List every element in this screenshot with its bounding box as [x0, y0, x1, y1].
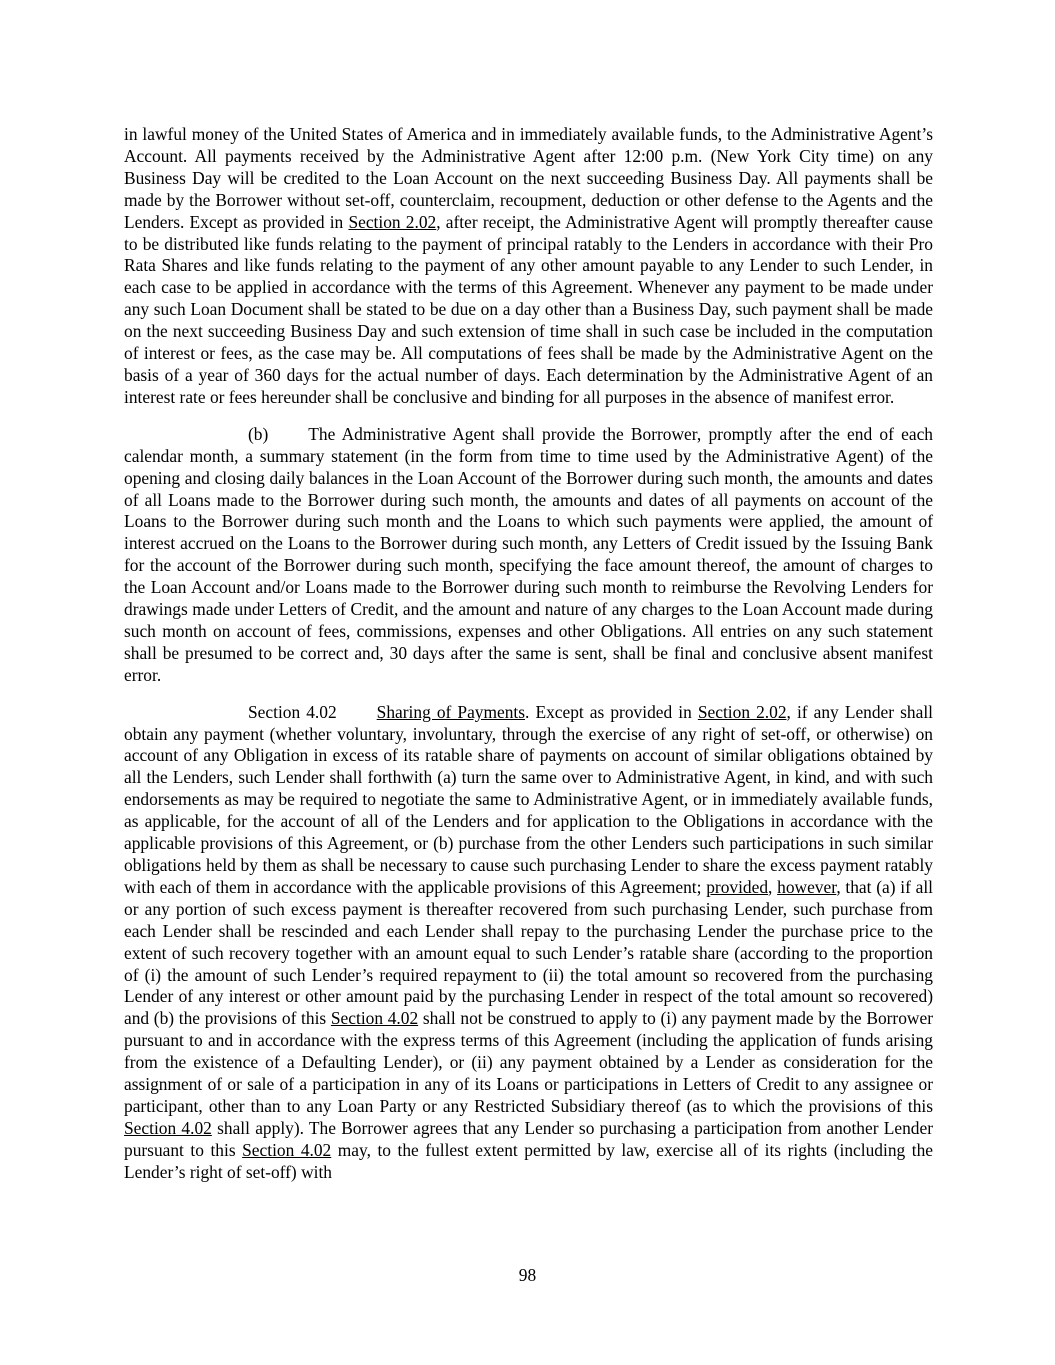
provided-term: provided [706, 876, 769, 897]
paragraph-text: , [768, 876, 778, 897]
section-reference: Section 4.02 [242, 1139, 332, 1160]
paragraph-text: , after receipt, the Administrative Agent will promptly thereafter cause to be distributed like funds relating to the payment of principal ratably to the Lenders in accordance with their Pro Rata Shares and like funds relating to the payment of any other amount payable to any Lender to such Lender, in each case to be applied in accordance with the terms of this Agreement. Whenever any payment to be made under any such Loan Document shall be stated to be due on a day other than a Business Day, such payment shall be made on the next succeeding Business Day and such extension of time shall in such case be included in the computation of interest or fees, as the case may be. All computations of fees shall be made by the Administrative Agent on the basis of a year of 360 days for the actual number of days. Each determination by the Administrative Agent of an interest rate or fees hereunder shall be conclusive and binding for all purposes in the absence of manifest error. [124, 211, 933, 407]
section-reference: Section 2.02 [348, 211, 437, 232]
document-body [124, 124, 933, 1199]
paragraph-text: shall apply). The Borrower agrees that any Lender so purchasing a participation from another Lender pursuant to this [124, 1117, 934, 1160]
paragraph-text: may, to the fullest extent permitted by law, exercise all of its rights (including the Lender’s right of set-off) with [124, 1139, 933, 1182]
however-term: however [777, 876, 837, 897]
paragraph-text: in lawful money of the United States of America and in immediately available funds, to the Administrative Agent’s Account. All payments received by the Administrative Agent after 12:00 p.m. (New York City time) on any Business Day will be credited to the Loan Account on the next succeeding Business Day. All payments shall be made by the Borrower without set-off, counterclaim, recoupment, deduction or other defense to the Agents and the Lenders. Except as provided in [124, 124, 933, 232]
paragraph-text: , if any Lender shall obtain any payment (whether voluntary, involuntary, through the exercise of any right of set-off, or otherwise) on account of any Obligation in excess of its ratable share of payments on account of similar obligations obtained by all the Lenders, such Lender shall forthwith (a) turn the same over to Administrative Agent, in kind, and with such endorsements as may be required to negotiate the same to Administrative Agent, or in immediately available funds, as applicable, for the account of all of the Lenders and for application to the Obligations in accordance with the applicable provisions of this Agreement, or (b) purchase from the other Lenders such participations in such similar obligations held by them as shall be necessary to cause such purchasing Lender to share the excess payment ratably with each of them in accordance with the applicable provisions of this Agreement; [124, 701, 933, 897]
paragraph-text: The Administrative Agent shall provide the Borrower, promptly after the end of each calendar month, a summary statement (in the form from time to time used by the Administrative Agent) of the opening and closing daily balances in the Loan Account of the Borrower during such month, the amounts and dates of all Loans made to the Borrower during such month, the amounts and dates of all payments on account of the Loans to the Borrower during such month and the Loans to which such payments were applied, the amount of interest accrued on the Loans to the Borrower during such month, any Letters of Credit issued by the Issuing Bank for the account of the Borrower during such month, specifying the face amount thereof, the amount of charges to the Loan Account and/or Loans made to the Borrower during such month to reimburse the Revolving Lenders for drawings made under Letters of Credit, and the amount and nature of any charges to the Loan Account made during such month on account of fees, commissions, expenses and other Obligations. All entries on any such statement shall be presumed to be correct and, 30 days after the same is sent, shall be final and conclusive absent manifest error. [124, 423, 933, 685]
section-label: Section 4.02 [248, 701, 337, 722]
section-heading: Sharing of Payments [376, 701, 526, 722]
clause-label: (b) [248, 423, 269, 444]
paragraph-text: . Except as provided in [525, 701, 698, 722]
section-reference: Section 2.02 [697, 701, 787, 722]
paragraph-text: shall not be construed to apply to (i) any payment made by the Borrower pursuant to and in accordance with the express terms of this Agreement (including the application of funds arising from the existence of a Defaulting Lender), or (ii) any payment obtained by a Lender as consideration for the assignment of or sale of a participation in any of its Loans or participations in Letters of Credit to any assignee or participant, other than to any Loan Party or any Restricted Subsidiary thereof (as to which the provisions of this [124, 1008, 933, 1116]
paragraph-payments [124, 124, 933, 409]
section-reference: Section 4.02 [330, 1008, 419, 1029]
section-reference: Section 4.02 [124, 1117, 212, 1138]
page-number: 98 [518, 1265, 537, 1285]
paragraph-sharing-of-payments [124, 702, 933, 1184]
paragraph-text: , that (a) if all or any portion of such excess payment is thereafter recovered from such purchasing Lender, such purchase from each Lender shall be rescinded and each Lender shall repay to the purchasing Lender the purchase price to the extent of such recovery together with an amount equal to such Lender’s ratable share (according to the proportion of (i) the amount of such Lender’s required repayment to (ii) the total amount so recovered from the purchasing Lender of any interest or other amount paid by the purchasing Lender in respect of the total amount so recovered) and (b) the provisions of this [124, 876, 934, 1029]
paragraph-monthly-statement [124, 424, 933, 687]
